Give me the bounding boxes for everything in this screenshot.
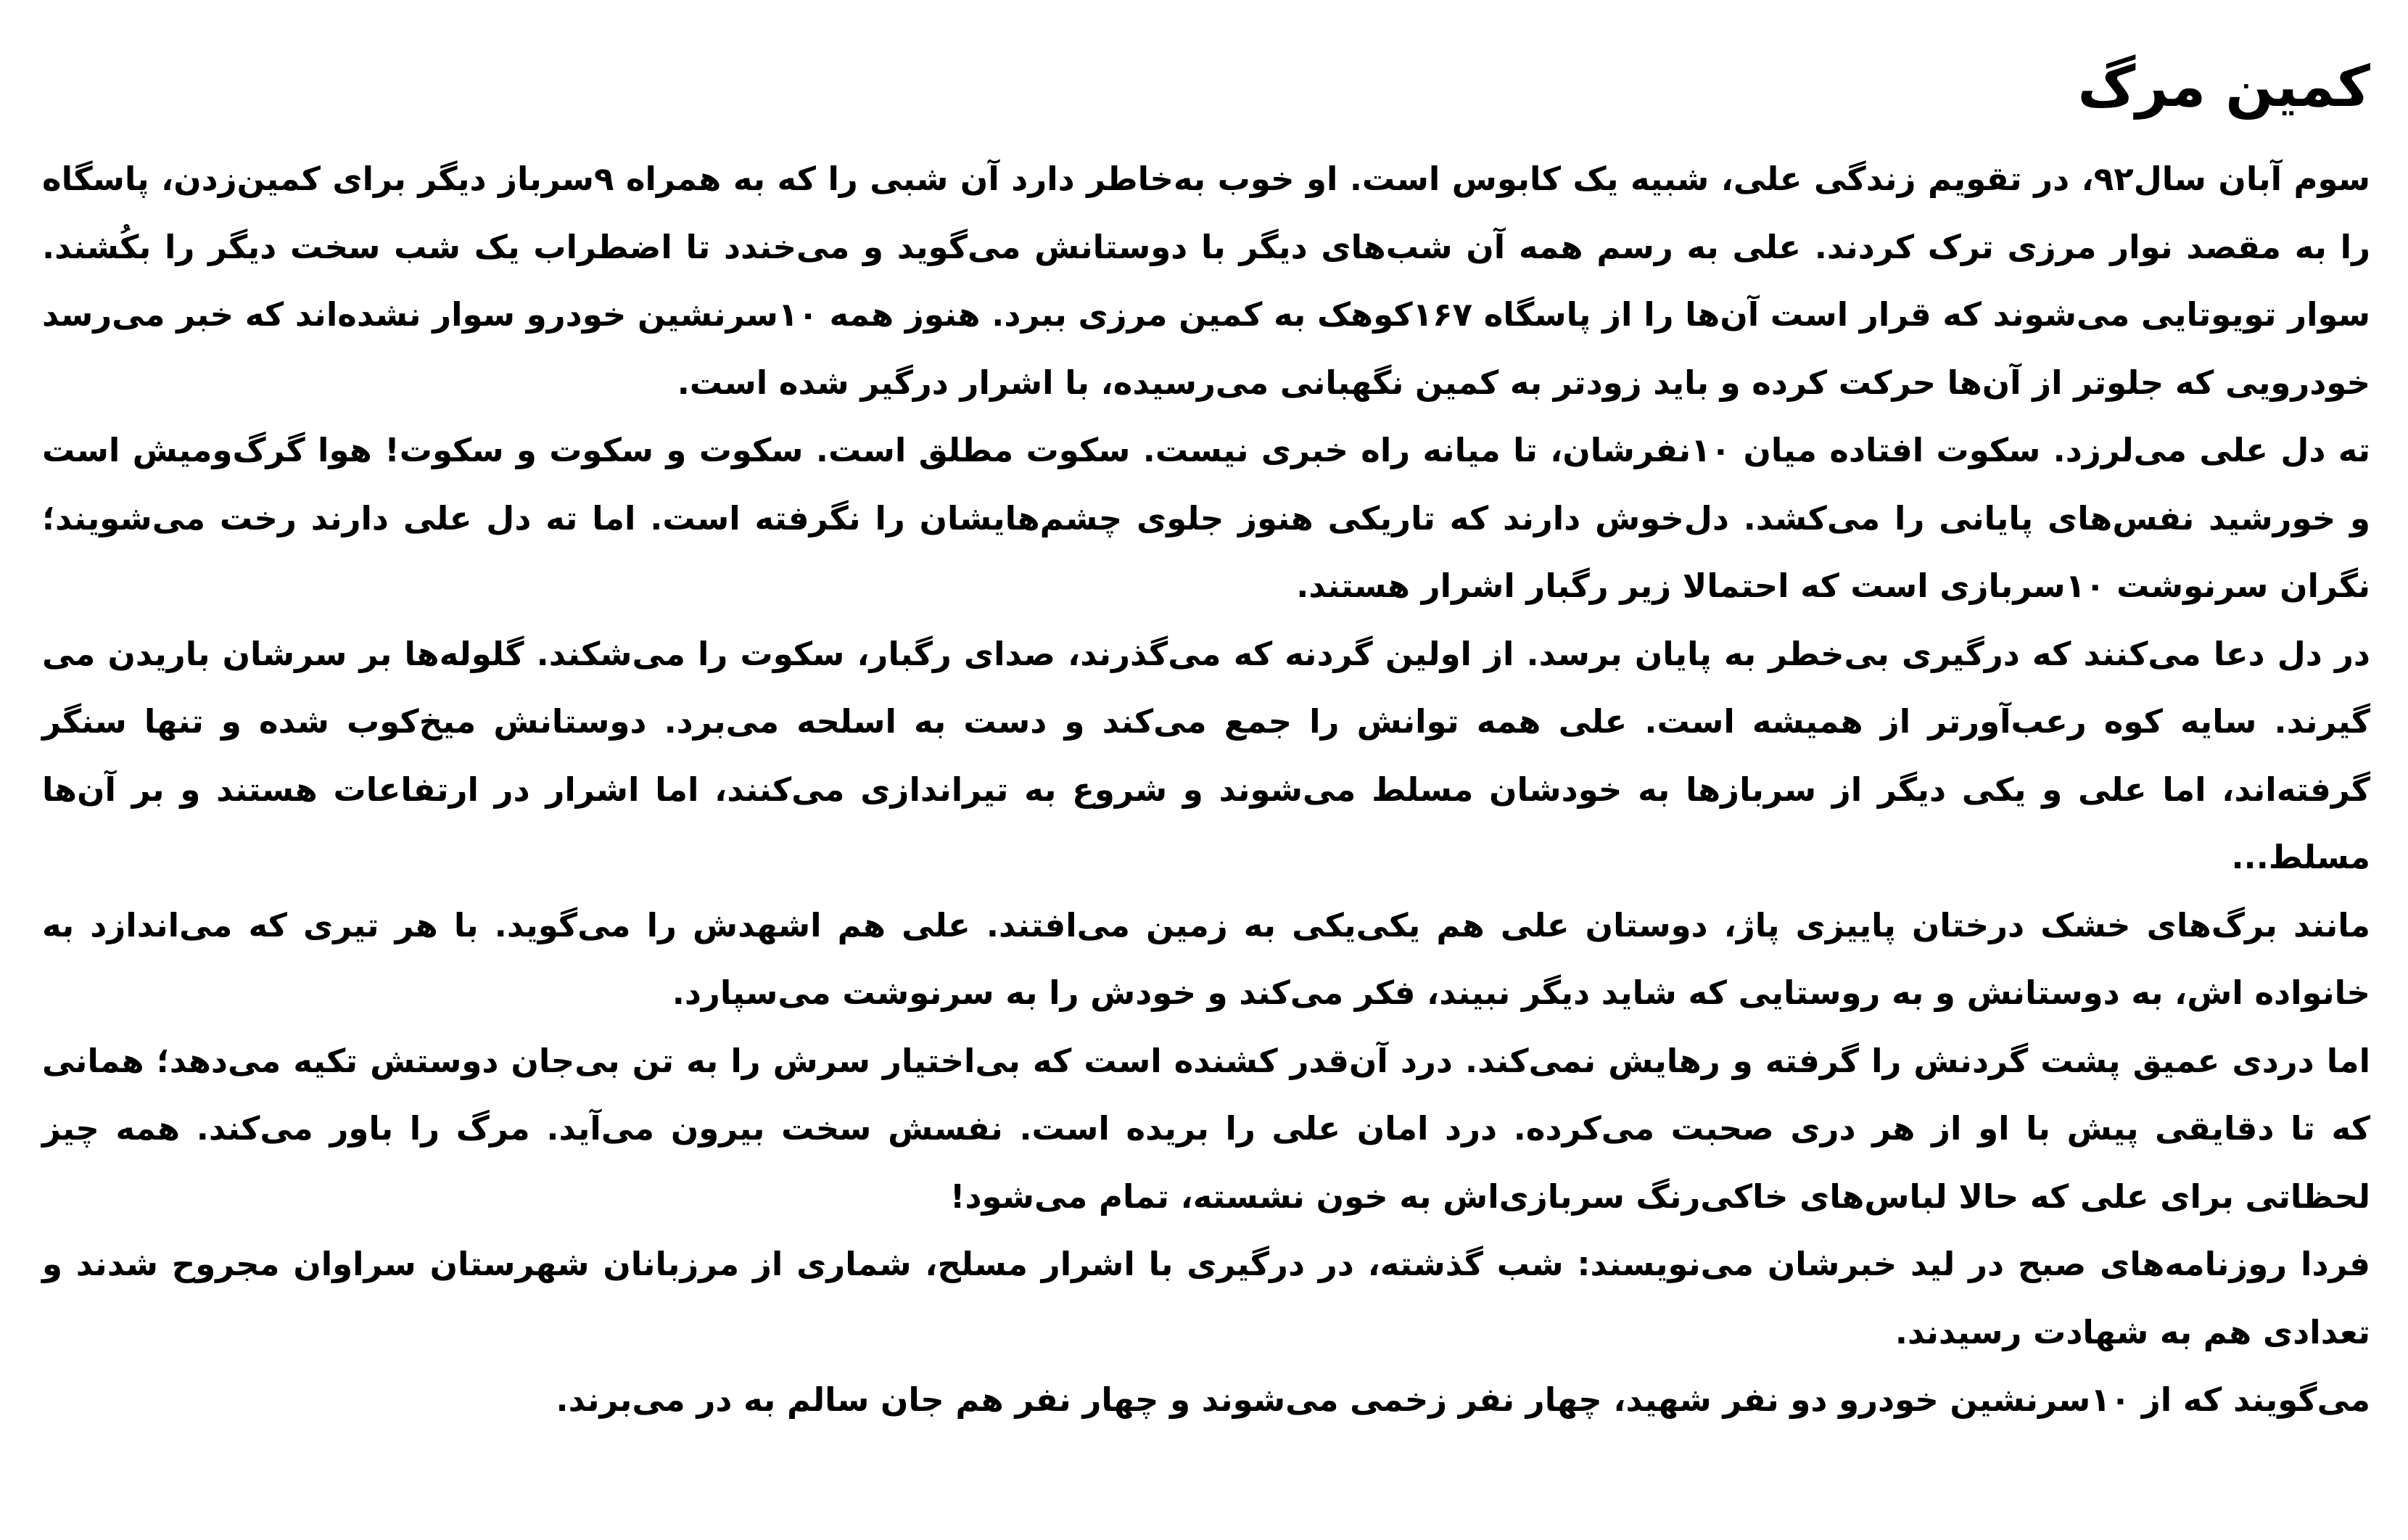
paragraph: فردا روزنامه‌های صبح در لید خبرشان می‌نویسند: شب گذشته، در درگیری با اشرار مسلح، شماری از مرزبانان شهرستان سراوان مجروح شدند و تعدادی هم به شهادت رسیدند. xyxy=(42,1245,2370,1351)
paragraph: اما دردی عمیق پشت گردنش را گرفته و رهایش نمی‌کند. درد آن‌قدر کشنده است که بی‌اختیار سرش را به تن بی‌جان دوستش تکیه می‌دهد؛ همانی که تا دقایقی پیش با او از هر دری صحبت می‌کرده. درد امان علی را بریده است. نفسش سخت بیرون می‌آید. مرگ را باور می‌کند. همه چیز لحظاتی برای علی که حالا لباس‌های خاکی‌رنگ سربازی‌اش به خون نشسته، تمام می‌شود! xyxy=(42,1041,2370,1216)
paragraph: ته دل علی می‌لرزد. سکوت افتاده میان ۱۰نفرشان، تا میانه راه خبری نیست. سکوت مطلق است. سکوت و سکوت و سکوت! هوا گرگ‌ومیش است و خورشید نفس‌های پایانی را می‌کشد. دل‌خوش دارند که تاریکی هنوز جلوی چشم‌هایشان را نگرفته است. اما ته دل علی دارند رخت می‌شویند؛ نگران سرنوشت ۱۰سربازی است که احتمالا زیر رگبار اشرار هستند. xyxy=(42,431,2370,605)
paragraph: می‌گویند که از ۱۰سرنشین خودرو دو نفر شهید، چهار نفر زخمی می‌شوند و چهار نفر هم جان سالم به در می‌برند. xyxy=(556,1380,2370,1419)
paragraph: در دل دعا می‌کنند که درگیری بی‌خطر به پایان برسد. از اولین گردنه که می‌گذرند، صدای رگبار، سکوت را می‌شکند. گلوله‌ها بر سرشان باریدن می گیرند. سایه کوه رعب‌آورتر از همیشه است. علی همه توانش را جمع می‌کند و دست به اسلحه می‌برد. دوستانش میخ‌کوب شده و تنها سنگر گرفته‌اند، اما علی و یکی دیگر از سربازها به خودشان مسلط می‌شوند و شروع به تیراندازی می‌کنند، اما اشرار در ارتفاعات هستند و بر آن‌ها مسلط... xyxy=(42,634,2370,876)
paragraph: مانند برگ‌های خشک درختان پاییزی پاژ، دوستان علی هم یکی‌یکی به زمین می‌افتند. علی هم اشهدش را می‌گوید. با هر تیری که می‌اندازد به خانواده اش، به دوستانش و به روستایی که شاید دیگر نبیند، فکر می‌کند و خودش را به سرنوشت می‌سپارد. xyxy=(42,905,2370,1012)
article xyxy=(42,44,2370,1434)
paragraph: سوم آبان سال۹۲، در تقویم زندگی علی، شبیه یک کابوس است. او خوب به‌خاطر دارد آن شبی را که به همراه ۹سرباز دیگر برای کمین‌زدن، پاسگاه را به مقصد نوار مرزی ترک کردند. علی به رسم همه آن شب‌های دیگر با دوستانش می‌گوید و می‌خندد تا اضطراب یک شب سخت دیگر را بکُشند. سوار تویوتایی می‌شوند که قرار است آن‌ها را از پاسگاه ۱۶۷کوهک به کمین مرزی ببرد. هنوز همه ۱۰سرنشین خودرو سوار نشده‌اند که خبر می‌رسد خودرویی که جلوتر از آن‌ها حرکت کرده و باید زودتر به کمین نگهبانی می‌رسیده، با اشرار درگیر شده است. xyxy=(42,160,2370,402)
article-body xyxy=(42,145,2370,1434)
article-title: کمین مرگ xyxy=(2077,54,2370,120)
